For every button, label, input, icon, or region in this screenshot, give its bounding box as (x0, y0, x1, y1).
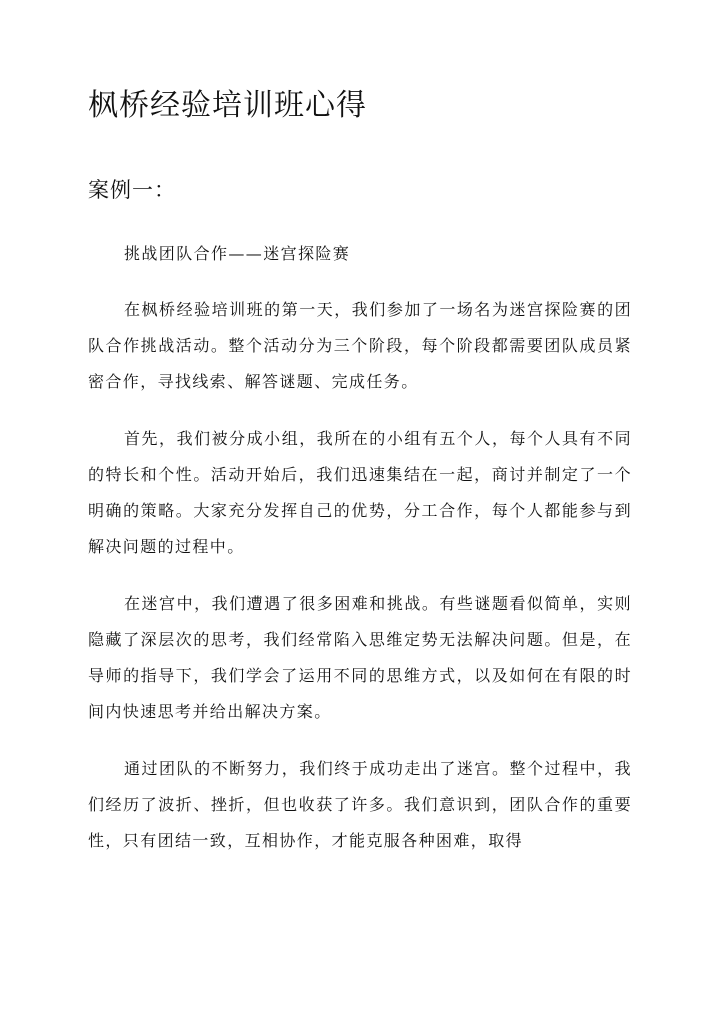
document-body (88, 236, 632, 880)
paragraph: 首先，我们被分成小组，我所在的小组有五个人，每个人具有不同的特长和个性。活动开始后，我们迅速集结在一起，商讨并制定了一个明确的策略。大家充分发挥自己的优势，分工合作，每个人都能参与到解决问题的过程中。 (88, 429, 632, 556)
paragraph: 在枫桥经验培训班的第一天，我们参加了一场名为迷宫探险赛的团队合作挑战活动。整个活动分为三个阶段，每个阶段都需要团队成员紧密合作，寻找线索、解答谜题、完成任务。 (88, 300, 632, 391)
case-subtitle: 挑战团队合作——迷宫探险赛 (124, 244, 351, 263)
section-heading: 案例一： (88, 178, 176, 202)
paragraph: 通过团队的不断努力，我们终于成功走出了迷宫。整个过程中，我们经历了波折、挫折，但也收获了许多。我们意识到，团队合作的重要性，只有团结一致，互相协作，才能克服各种困难，取得 (88, 759, 632, 850)
paragraph: 在迷宫中，我们遭遇了很多困难和挑战。有些谜题看似简单，实则隐藏了深层次的思考，我们经常陷入思维定势无法解决问题。但是，在导师的指导下，我们学会了运用不同的思维方式，以及如何在有限的时间内快速思考并给出解决方案。 (88, 594, 632, 721)
document-title: 枫桥经验培训班心得 (88, 88, 367, 123)
